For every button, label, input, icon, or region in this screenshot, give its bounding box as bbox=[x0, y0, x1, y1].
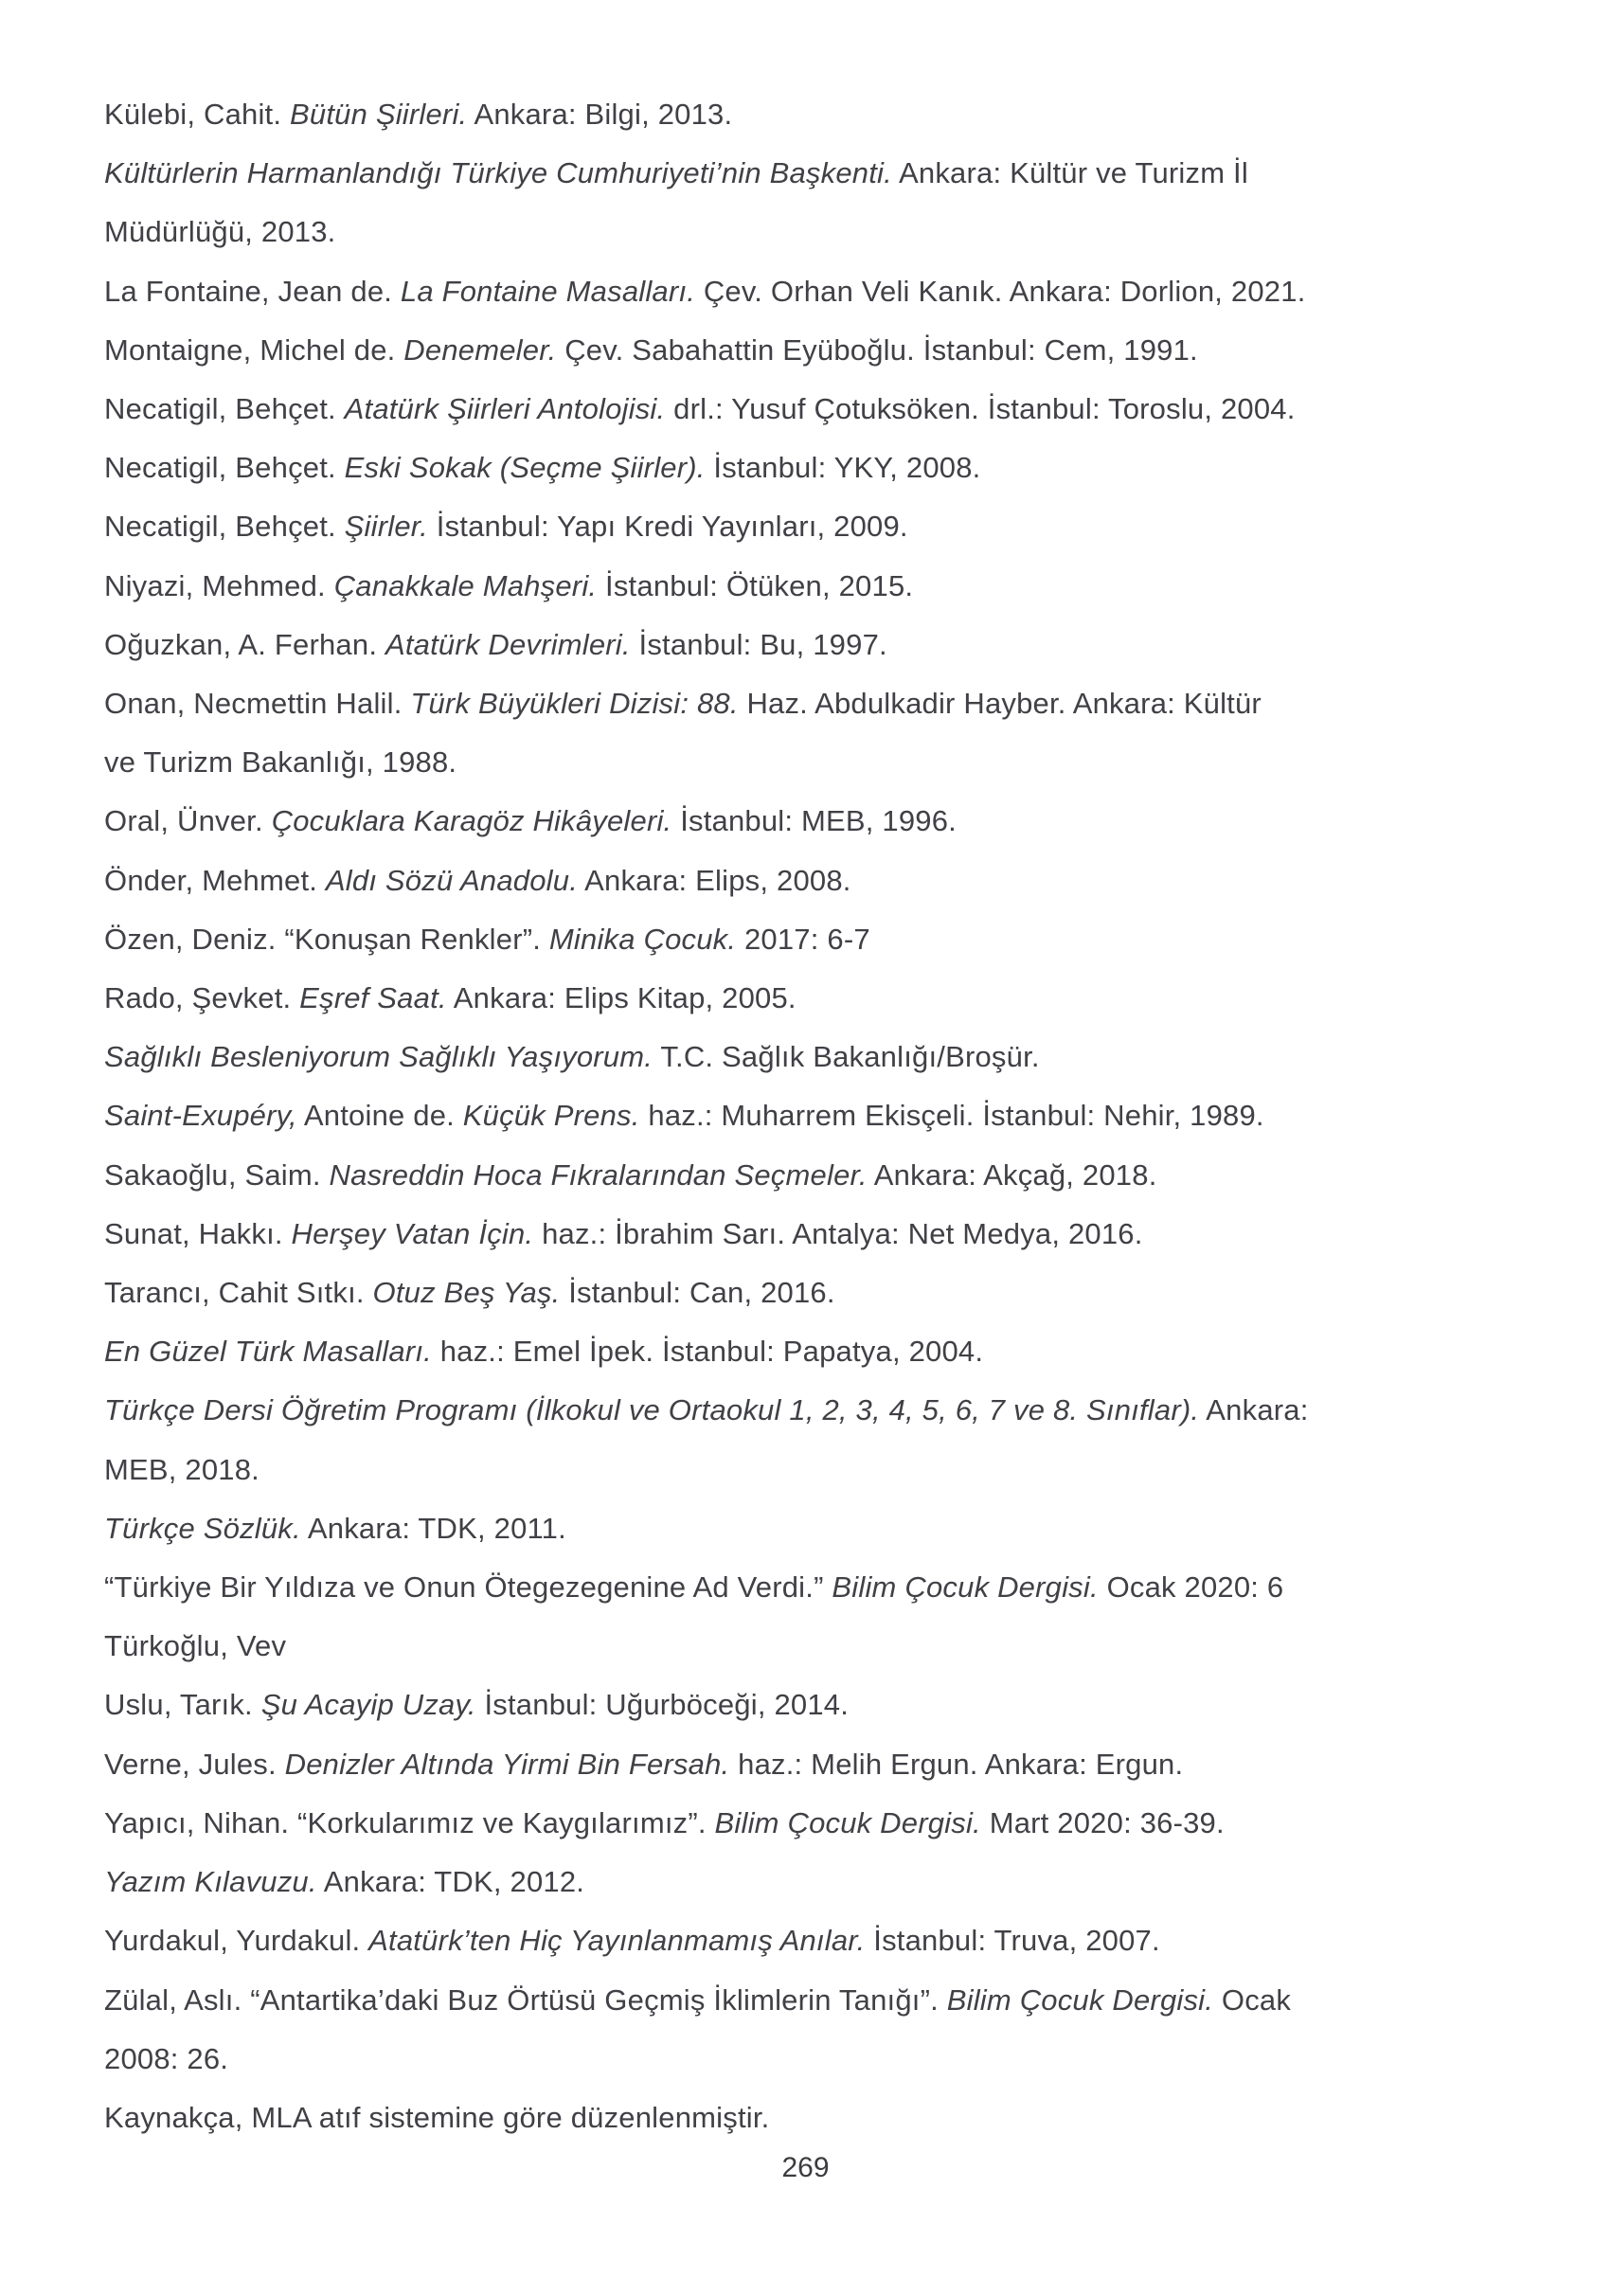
text-segment: Külebi, Cahit. bbox=[104, 98, 290, 131]
text-segment: Özen, Deniz. “Konuşan Renkler”. bbox=[104, 922, 549, 956]
bibliography-line bbox=[104, 1676, 1515, 1734]
text-segment: Çev. Orhan Veli Kanık. Ankara: Dorlion, 2021. bbox=[695, 274, 1306, 308]
text-segment: Nasreddin Hoca Fıkralarından Seçmeler. bbox=[329, 1157, 868, 1192]
bibliography bbox=[104, 85, 1515, 2147]
text-segment: Ankara: Elips, 2008. bbox=[578, 863, 851, 897]
text-segment: Sağlıklı Besleniyorum Sağlıklı Yaşıyorum. bbox=[104, 1040, 653, 1074]
text-segment: 2008: 26. bbox=[104, 2041, 229, 2075]
text-segment: haz.: İbrahim Sarı. Antalya: Net Medya, 2016. bbox=[533, 1216, 1143, 1250]
bibliography-line bbox=[104, 1911, 1515, 1970]
text-segment: Rado, Şevket. bbox=[104, 981, 300, 1015]
bibliography-line bbox=[104, 1028, 1515, 1086]
bibliography-line bbox=[104, 1853, 1515, 1911]
text-segment: En Güzel Türk Masalları. bbox=[104, 1335, 432, 1369]
text-segment: Oral, Ünver. bbox=[104, 804, 272, 838]
bibliography-line bbox=[104, 1322, 1515, 1381]
text-segment: Yapıcı, Nihan. “Korkularımız ve Kaygılarımız”. bbox=[104, 1805, 715, 1839]
text-segment: Çev. Sabahattin Eyüboğlu. İstanbul: Cem, 1991. bbox=[556, 332, 1198, 367]
text-segment: İstanbul: Bu, 1997. bbox=[630, 627, 887, 661]
text-segment: La Fontaine Masalları. bbox=[400, 274, 696, 308]
text-segment: İstanbul: Ötüken, 2015. bbox=[597, 568, 914, 602]
text-segment: Antoine de. bbox=[296, 1099, 463, 1133]
text-segment: Şu Acayip Uzay. bbox=[260, 1688, 476, 1722]
text-segment: Eski Sokak (Seçme Şiirler). bbox=[344, 451, 706, 485]
text-segment: Yazım Kılavuzu. bbox=[104, 1865, 317, 1899]
text-segment: İstanbul: Yapı Kredi Yayınları, 2009. bbox=[427, 510, 908, 544]
text-segment: Verne, Jules. bbox=[104, 1747, 285, 1781]
text-segment: Bilim Çocuk Dergisi. bbox=[714, 1805, 981, 1839]
bibliography-line bbox=[104, 144, 1515, 203]
bibliography-line bbox=[104, 321, 1515, 380]
bibliography-line bbox=[104, 616, 1515, 674]
text-segment: İstanbul: Truva, 2007. bbox=[865, 1924, 1160, 1958]
text-segment: drl.: Yusuf Çotuksöken. İstanbul: Toroslu, 2004. bbox=[665, 392, 1296, 426]
bibliography-line bbox=[104, 1381, 1515, 1440]
text-segment: Yurdakul, Yurdakul. bbox=[104, 1924, 369, 1958]
text-segment: Küçük Prens. bbox=[462, 1099, 640, 1133]
text-segment: Sakaoğlu, Saim. bbox=[104, 1157, 330, 1192]
text-segment: Tarancı, Cahit Sıtkı. bbox=[104, 1276, 373, 1310]
text-segment: Zülal, Aslı. “Antartika’daki Buz Örtüsü Geçmiş İklimlerin Tanığı”. bbox=[104, 1982, 947, 2017]
bibliography-line bbox=[104, 1086, 1515, 1145]
text-segment: haz.: Emel İpek. İstanbul: Papatya, 2004. bbox=[431, 1335, 984, 1369]
text-segment: İstanbul: MEB, 1996. bbox=[671, 804, 957, 838]
text-segment: Kültürlerin Harmanlandığı Türkiye Cumhuriyeti’nin Başkenti. bbox=[104, 156, 892, 190]
text-segment: Montaigne, Michel de. bbox=[104, 332, 404, 367]
text-segment: İstanbul: Uğurböceği, 2014. bbox=[475, 1688, 850, 1722]
text-segment: Otuz Beş Yaş. bbox=[372, 1276, 561, 1310]
text-segment: Kaynakça, MLA atıf sistemine göre düzenlenmiştir. bbox=[104, 2100, 770, 2134]
text-segment: haz.: Melih Ergun. Ankara: Ergun. bbox=[729, 1747, 1184, 1781]
text-segment: Türkoğlu, Vev bbox=[104, 1629, 287, 1663]
text-segment: Bilim Çocuk Dergisi. bbox=[946, 1982, 1214, 2017]
text-segment: Eşref Saat. bbox=[299, 981, 447, 1015]
bibliography-line bbox=[104, 733, 1515, 792]
page-number: 269 bbox=[781, 2152, 830, 2183]
text-segment: Çanakkale Mahşeri. bbox=[333, 568, 598, 602]
bibliography-line bbox=[104, 1735, 1515, 1794]
text-segment: Denizler Altında Yirmi Bin Fersah. bbox=[284, 1747, 730, 1781]
bibliography-line bbox=[104, 910, 1515, 969]
text-segment: Ankara: Elips Kitap, 2005. bbox=[446, 981, 797, 1015]
text-segment: Necatigil, Behçet. bbox=[104, 451, 345, 485]
text-segment: Atatürk Devrimleri. bbox=[385, 627, 631, 661]
text-segment: Oğuzkan, A. Ferhan. bbox=[104, 627, 385, 661]
text-segment: Niyazi, Mehmed. bbox=[104, 568, 334, 602]
text-segment: Bütün Şiirleri. bbox=[290, 98, 468, 131]
text-segment: Uslu, Tarık. bbox=[104, 1688, 261, 1722]
bibliography-line bbox=[104, 85, 1515, 144]
text-segment: Şiirler. bbox=[344, 510, 428, 544]
bibliography-line bbox=[104, 2030, 1515, 2089]
text-segment: Necatigil, Behçet. bbox=[104, 392, 345, 426]
text-segment: Aldı Sözü Anadolu. bbox=[325, 863, 579, 897]
text-segment: Onan, Necmettin Halil. bbox=[104, 687, 411, 721]
text-segment: Ankara: TDK, 2012. bbox=[316, 1865, 585, 1899]
bibliography-line bbox=[104, 497, 1515, 556]
text-segment: Atatürk’ten Hiç Yayınlanmamış Anılar. bbox=[368, 1924, 866, 1958]
bibliography-line bbox=[104, 380, 1515, 439]
text-segment: Minika Çocuk. bbox=[548, 922, 737, 956]
text-segment: Türkçe Dersi Öğretim Programı (İlkokul ve Ortaokul 1, 2, 3, 4, 5, 6, 7 ve 8. Sınıflar). bbox=[104, 1393, 1200, 1427]
text-segment: Bilim Çocuk Dergisi. bbox=[832, 1570, 1099, 1605]
text-segment: Türkçe Sözlük. bbox=[104, 1511, 301, 1545]
text-segment: Saint-Exupéry, bbox=[104, 1099, 297, 1133]
bibliography-line bbox=[104, 792, 1515, 851]
text-segment: Ankara: TDK, 2011. bbox=[300, 1511, 566, 1545]
text-segment: Çocuklara Karagöz Hikâyeleri. bbox=[271, 804, 672, 838]
bibliography-line bbox=[104, 1499, 1515, 1558]
bibliography-line bbox=[104, 1794, 1515, 1853]
text-segment: Herşey Vatan İçin. bbox=[291, 1216, 534, 1250]
bibliography-line bbox=[104, 262, 1515, 321]
text-segment: Önder, Mehmet. bbox=[104, 863, 326, 897]
text-segment: Ankara: bbox=[1199, 1393, 1309, 1427]
bibliography-line bbox=[104, 1264, 1515, 1322]
text-segment: 2017: 6-7 bbox=[736, 922, 870, 956]
bibliography-line bbox=[104, 1205, 1515, 1264]
bibliography-line bbox=[104, 1617, 1515, 1676]
text-segment: ve Turizm Bakanlığı, 1988. bbox=[104, 745, 457, 780]
bibliography-line bbox=[104, 852, 1515, 910]
bibliography-line bbox=[104, 1146, 1515, 1205]
text-segment: Ankara: Bilgi, 2013. bbox=[467, 98, 733, 131]
bibliography-line bbox=[104, 674, 1515, 733]
text-segment: “Türkiye Bir Yıldıza ve Onun Ötegezegenine Ad Verdi.” bbox=[104, 1570, 832, 1605]
bibliography-line bbox=[104, 203, 1515, 261]
text-segment: Haz. Abdulkadir Hayber. Ankara: Kültür bbox=[738, 687, 1262, 721]
bibliography-line bbox=[104, 439, 1515, 497]
text-segment: MEB, 2018. bbox=[104, 1452, 260, 1486]
text-segment: İstanbul: YKY, 2008. bbox=[705, 451, 981, 485]
text-segment: Ankara: Akçağ, 2018. bbox=[867, 1157, 1157, 1192]
text-segment: T.C. Sağlık Bakanlığı/Broşür. bbox=[653, 1040, 1040, 1074]
bibliography-line bbox=[104, 1441, 1515, 1499]
bibliography-line bbox=[104, 557, 1515, 616]
bibliography-line bbox=[104, 2089, 1515, 2147]
text-segment: Mart 2020: 36-39. bbox=[980, 1805, 1225, 1839]
text-segment: Ocak bbox=[1213, 1982, 1292, 2017]
bibliography-line bbox=[104, 1558, 1515, 1617]
text-segment: Müdürlüğü, 2013. bbox=[104, 215, 336, 249]
text-segment: Necatigil, Behçet. bbox=[104, 510, 345, 544]
text-segment: haz.: Muharrem Ekisçeli. İstanbul: Nehir, 1989. bbox=[639, 1099, 1264, 1133]
text-segment: Ocak 2020: 6 bbox=[1098, 1570, 1284, 1605]
bibliography-line bbox=[104, 1971, 1515, 2030]
text-segment: Türk Büyükleri Dizisi: 88. bbox=[410, 687, 739, 721]
text-segment: Atatürk Şiirleri Antolojisi. bbox=[344, 392, 666, 426]
text-segment: İstanbul: Can, 2016. bbox=[560, 1276, 835, 1310]
text-segment: Sunat, Hakkı. bbox=[104, 1216, 292, 1250]
text-segment: La Fontaine, Jean de. bbox=[104, 274, 401, 308]
text-segment: Ankara: Kültür ve Turizm İl bbox=[891, 156, 1248, 190]
text-segment: Denemeler. bbox=[403, 332, 557, 367]
bibliography-line bbox=[104, 969, 1515, 1028]
